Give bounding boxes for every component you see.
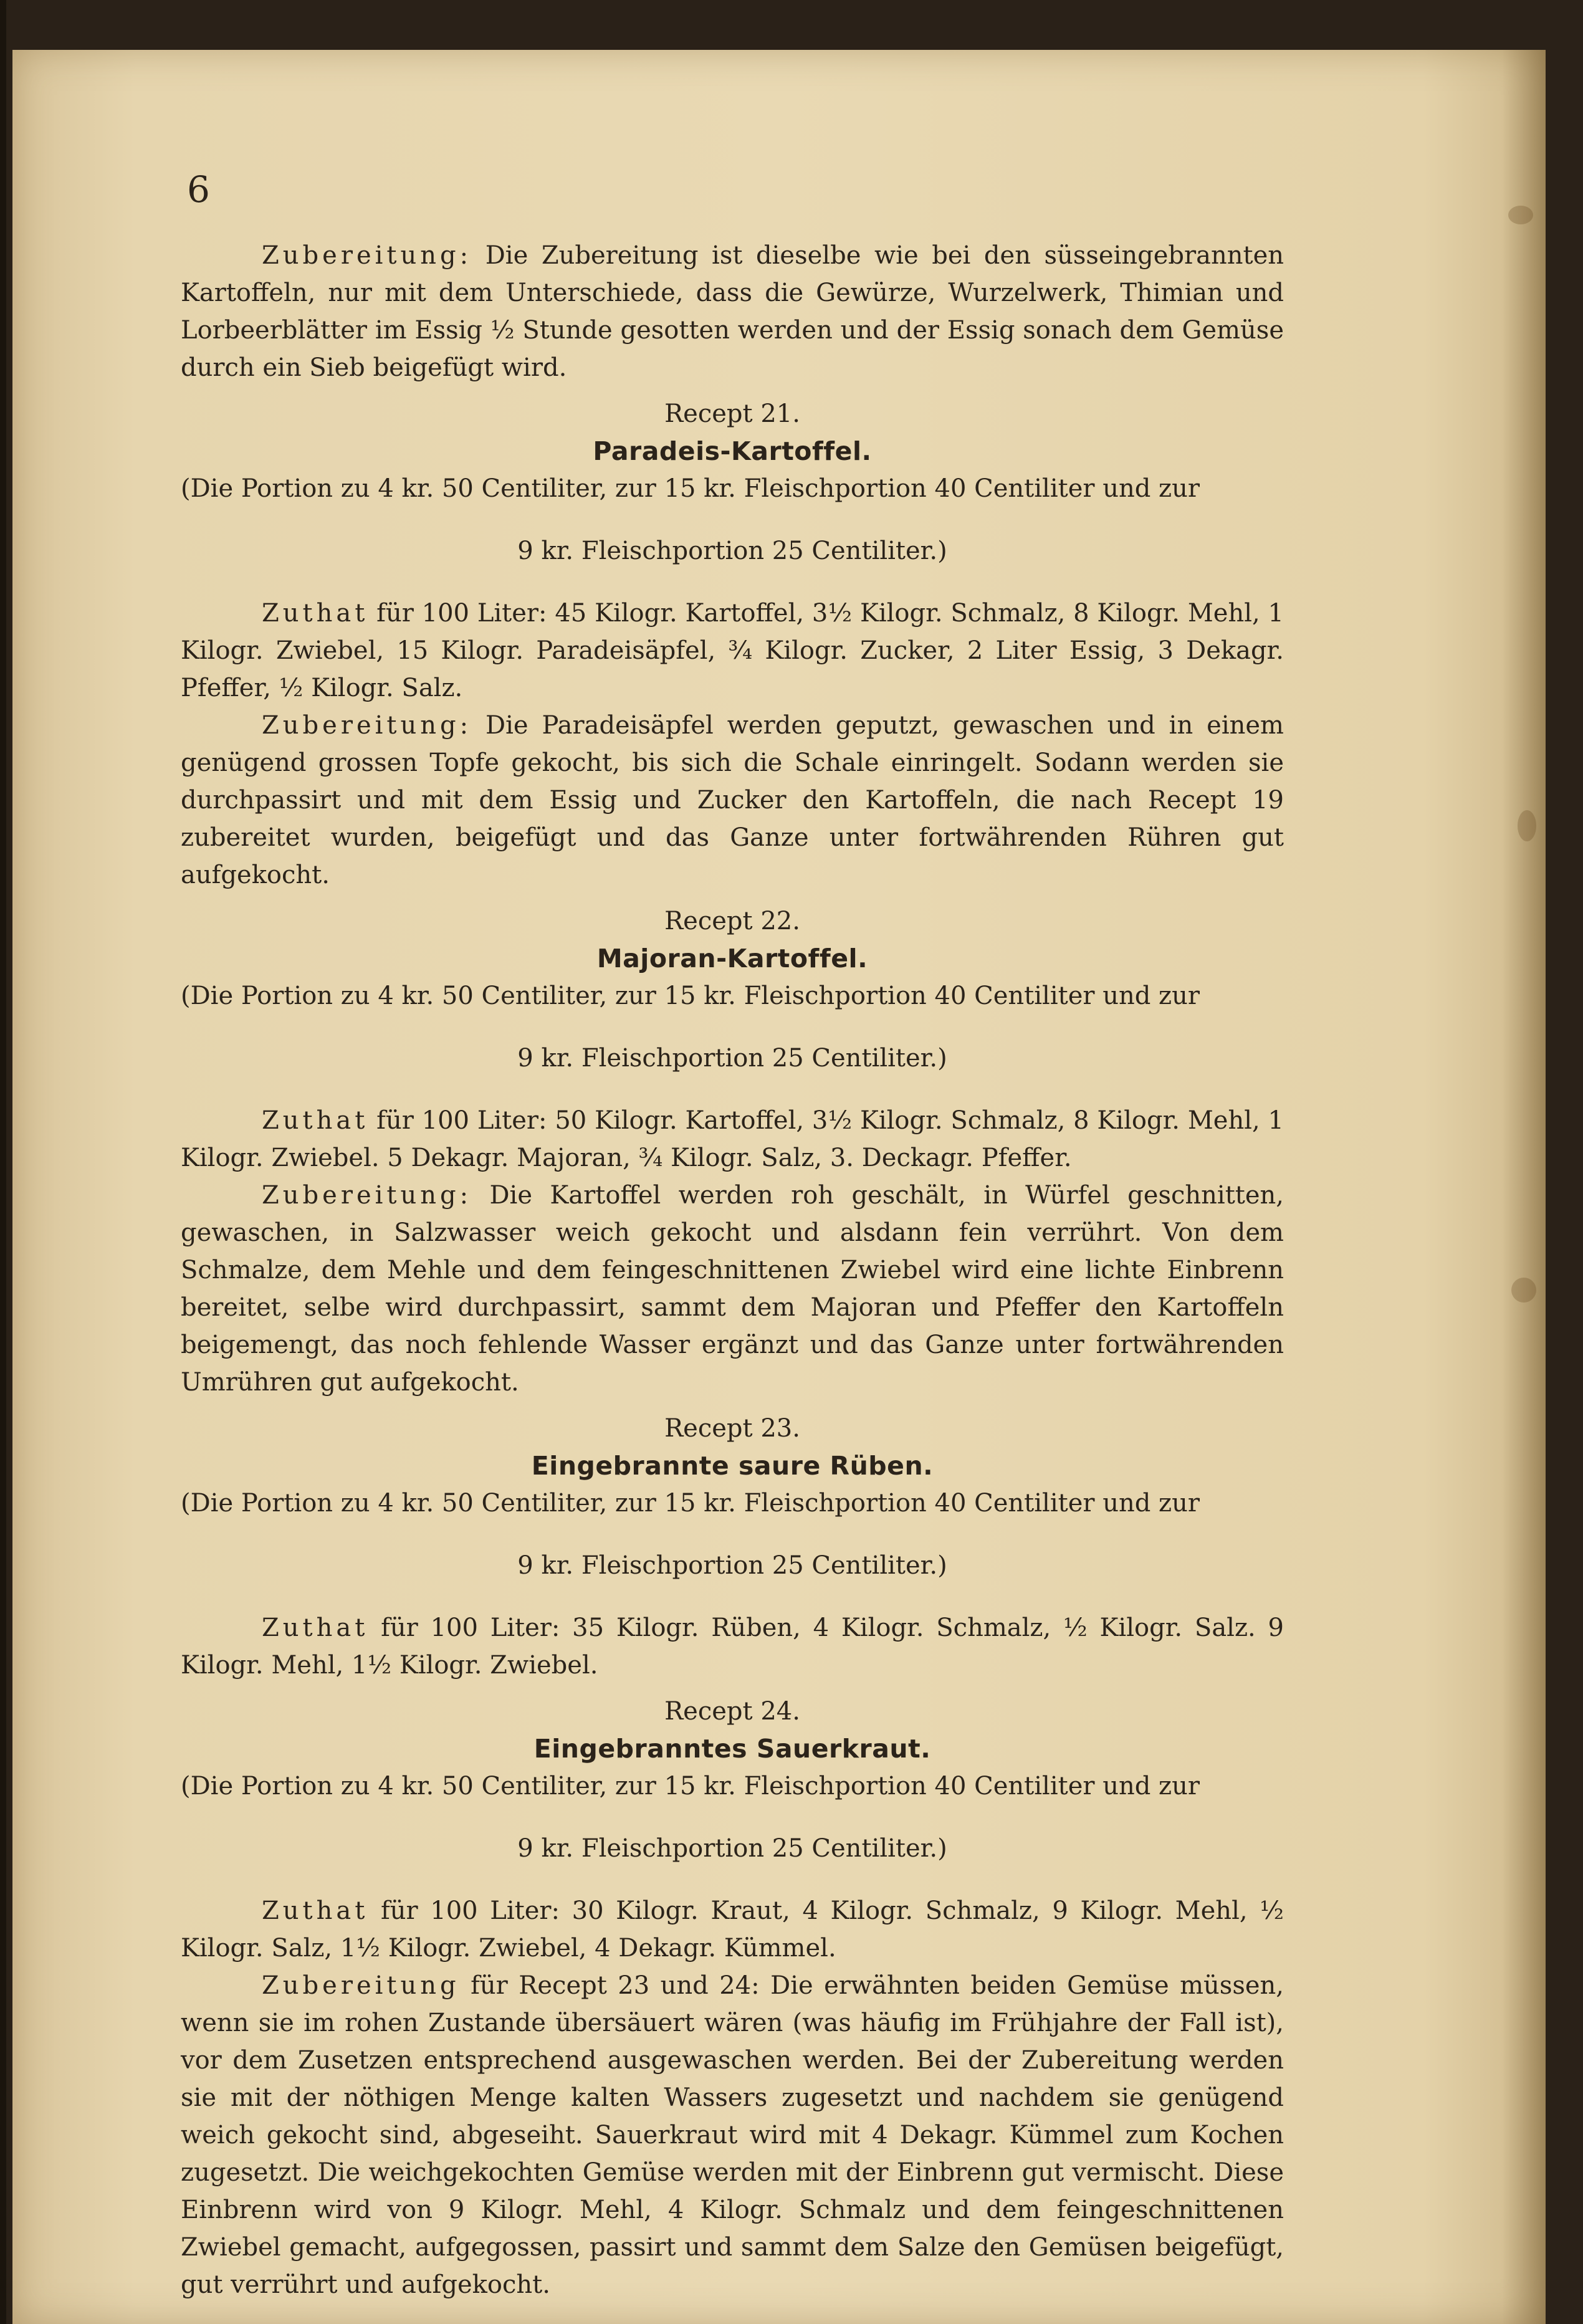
page-number: 6 <box>187 168 210 211</box>
recipe-title: Eingebrannte saure Rüben. <box>531 1451 934 1481</box>
preparation-paragraph <box>181 1177 1284 1401</box>
portion-line: 9 kr. Fleischportion 25 Centiliter.) <box>517 1834 947 1863</box>
portion-line: 9 kr. Fleischportion 25 Centiliter.) <box>517 537 947 565</box>
recipe-title: Majoran-Kartoffel. <box>596 944 868 973</box>
zuthat-label: Zuthat <box>262 1896 369 1925</box>
document-body <box>181 237 1284 2303</box>
intro-text: Die Zubereitung ist dieselbe wie bei den süsseingebrannten Kartoffeln, nur mit dem Unterschiede, dass die Gewürze, Wurzelwerk, Thimian und Lorbeerblätter im Essig ½ Stunde gesotten werden und der Essig sonach dem Gemüse durch ein Sieb beigefügt wird. <box>181 241 1284 382</box>
ingredients-text: für 100 Liter: 45 Kilogr. Kartoffel, 3½ Kilogr. Schmalz, 8 Kilogr. Mehl, 1 Kilogr. Zwiebel, 15 Kilogr. Paradeisäpfel, ¾ Kilogr. Zucker, 2 Liter Essig, 3 Dekagr. Pfeffer, ½ Kilogr. Salz. <box>181 599 1284 702</box>
recipe-number: Recept 22. <box>664 907 800 935</box>
ingredients-paragraph <box>181 1102 1284 1177</box>
recipe-number: Recept 24. <box>664 1697 800 1726</box>
recipe-title: Paradeis-Kartoffel. <box>593 436 872 466</box>
portion-line: (Die Portion zu 4 kr. 50 Centiliter, zur 15 kr. Fleischportion 40 Centiliter und zur <box>181 474 1200 503</box>
zuthat-label: Zuthat <box>262 599 369 628</box>
zubereitung-label: Zubereitung <box>262 1971 460 2000</box>
book-spine-edge <box>0 0 6 2324</box>
intro-paragraph <box>181 237 1284 386</box>
zuthat-label: Zuthat <box>262 1614 369 1642</box>
recipe-title: Eingebranntes Sauerkraut. <box>533 1734 931 1764</box>
recipe-number: Recept 21. <box>664 399 800 428</box>
ingredients-paragraph <box>181 1892 1284 1967</box>
zubereitung-label: Zubereitung: <box>262 241 472 270</box>
zubereitung-label: Zubereitung: <box>262 711 472 740</box>
ink-smudge <box>1518 810 1536 841</box>
recipe-number: Recept 23. <box>664 1414 800 1443</box>
ink-smudge <box>1508 206 1533 224</box>
preparation-paragraph <box>181 707 1284 894</box>
portion-line: (Die Portion zu 4 kr. 50 Centiliter, zur 15 kr. Fleischportion 40 Centiliter und zur <box>181 1772 1200 1800</box>
ingredients-paragraph <box>181 595 1284 707</box>
zuthat-label: Zuthat <box>262 1106 369 1135</box>
ingredients-paragraph <box>181 1609 1284 1684</box>
portion-line: 9 kr. Fleischportion 25 Centiliter.) <box>517 1551 947 1580</box>
ingredients-text: für 100 Liter: 35 Kilogr. Rüben, 4 Kilogr. Schmalz, ½ Kilogr. Salz. 9 Kilogr. Mehl, 1½ Kilogr. Zwiebel. <box>181 1614 1284 1680</box>
ink-smudge <box>1511 1278 1536 1303</box>
preparation-text: Die Paradeisäpfel werden geputzt, gewaschen und in einem genügend grossen Topfe gekocht, bis sich die Schale einringelt. Sodann werden sie durchpassirt und mit dem Essig und Zucker den Kartoffeln, die nach Recept 19 zubereitet wurden, beigefügt und das Ganze unter fortwährenden Rühren gut aufgekocht. <box>181 711 1284 889</box>
page-shadow <box>1502 50 1546 2324</box>
preparation-text: für Recept 23 und 24: Die erwähnten beiden Gemüse müssen, wenn sie im rohen Zustande übersäuert wären (was häufig im Frühjahre der Fall ist), vor dem Zusetzen entsprechend ausgewaschen werden. Bei der Zubereitung werden sie mit der nöthigen Menge kalten Wassers zugesetzt und nachdem sie genügend weich gekocht sind, abgeseiht. Sauerkraut wird mit 4 Dekagr. Kümmel zum Kochen zugesetzt. Die weichgekochten Gemüse werden mit der Einbrenn gut vermischt. Diese Einbrenn wird von 9 Kilogr. Mehl, 4 Kilogr. Schmalz und dem feingeschnittenen Zwiebel gemacht, aufgegossen, passirt und sammt dem Salze den Gemüsen beigefügt, gut verrührt und aufgekocht. <box>181 1971 1284 2299</box>
ingredients-text: für 100 Liter: 30 Kilogr. Kraut, 4 Kilogr. Schmalz, 9 Kilogr. Mehl, ½ Kilogr. Salz, 1½ Kilogr. Zwiebel, 4 Dekagr. Kümmel. <box>181 1896 1284 1963</box>
zubereitung-label: Zubereitung: <box>262 1181 472 1210</box>
portion-line: (Die Portion zu 4 kr. 50 Centiliter, zur 15 kr. Fleischportion 40 Centiliter und zur <box>181 1489 1200 1518</box>
preparation-paragraph <box>181 1967 1284 2303</box>
preparation-text: Die Kartoffel werden roh geschält, in Würfel geschnitten, gewaschen, in Salzwasser weich gekocht und alsdann fein verrührt. Von dem Schmalze, dem Mehle und dem feingeschnittenen Zwiebel wird eine lichte Einbrenn bereitet, selbe wird durchpassirt, sammt dem Majoran und Pfeffer den Kartoffeln beigemengt, das noch fehlende Wasser ergänzt und das Ganze unter fortwährenden Umrühren gut aufgekocht. <box>181 1181 1284 1397</box>
portion-line: 9 kr. Fleischportion 25 Centiliter.) <box>517 1044 947 1073</box>
portion-line: (Die Portion zu 4 kr. 50 Centiliter, zur 15 kr. Fleischportion 40 Centiliter und zur <box>181 982 1200 1010</box>
ingredients-text: für 100 Liter: 50 Kilogr. Kartoffel, 3½ Kilogr. Schmalz, 8 Kilogr. Mehl, 1 Kilogr. Zwiebel. 5 Dekagr. Majoran, ¾ Kilogr. Salz, 3. Deckagr. Pfeffer. <box>181 1106 1284 1172</box>
